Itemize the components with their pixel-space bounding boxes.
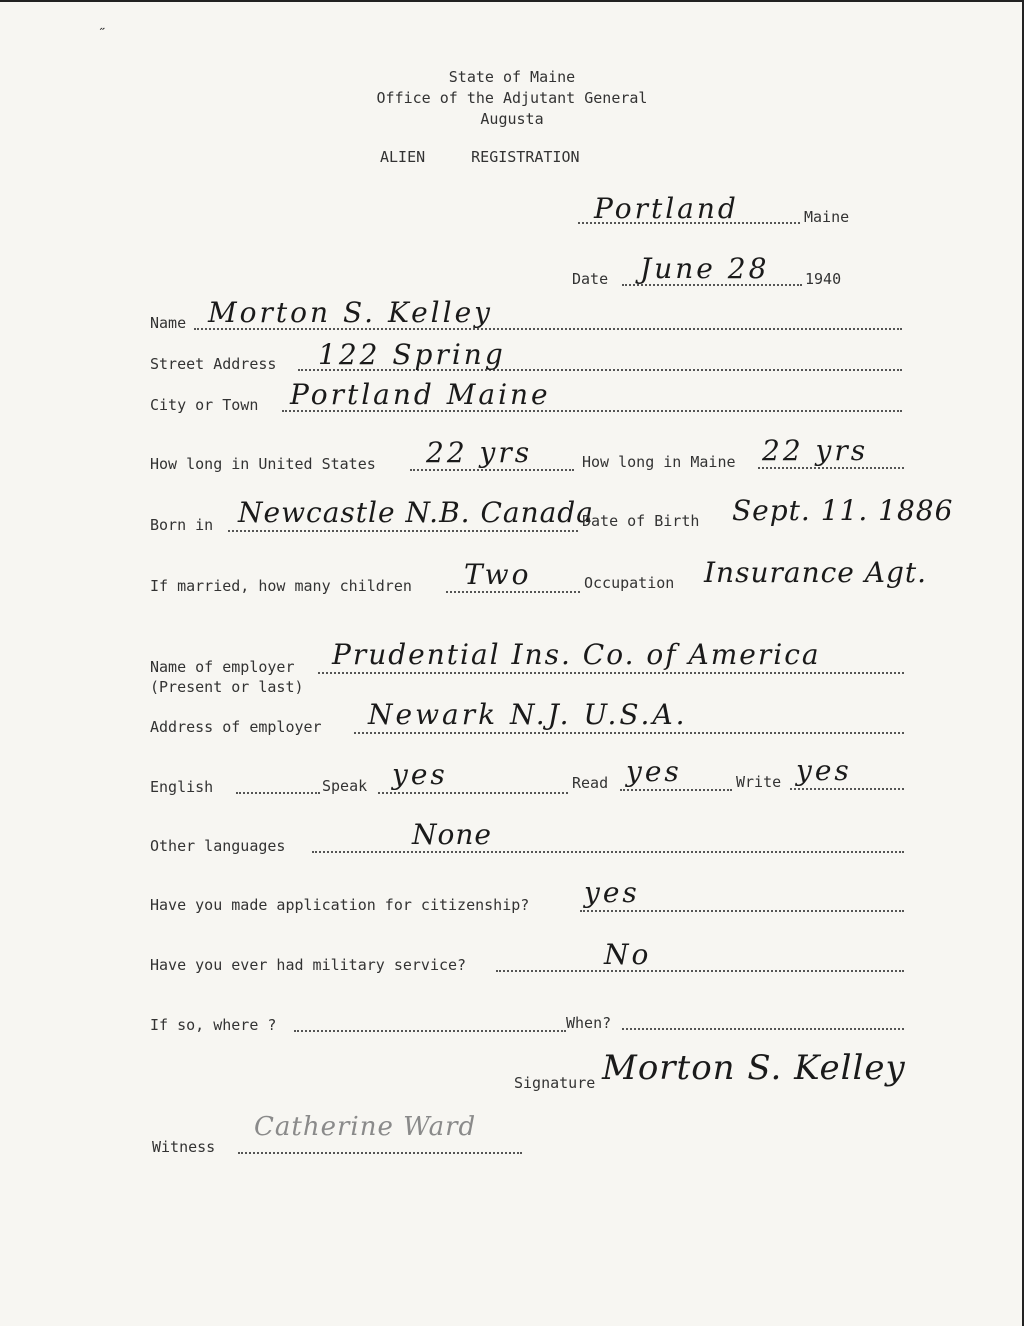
how-long-maine-dots	[758, 467, 904, 469]
date-of-birth-label: Date of Birth	[582, 512, 700, 530]
witness-label: Witness	[152, 1138, 216, 1156]
form-title-word-2: REGISTRATION	[471, 148, 580, 166]
read-value: yes	[626, 755, 682, 788]
read-dots	[620, 789, 732, 791]
employer-dots	[318, 672, 904, 674]
when-label: When?	[566, 1014, 612, 1032]
read-label: Read	[572, 774, 609, 792]
how-long-us-value: 22 yrs	[426, 436, 533, 469]
form-title	[380, 148, 580, 166]
how-long-maine-value: 22 yrs	[762, 434, 869, 467]
street-label: Street Address	[150, 355, 277, 373]
witness-value: Catherine Ward	[254, 1112, 477, 1142]
military-label: Have you ever had military service?	[150, 956, 467, 974]
other-languages-label: Other languages	[150, 837, 286, 855]
other-languages-dots	[312, 851, 904, 853]
write-label: Write	[736, 773, 782, 791]
employer-address-label: Address of employer	[150, 718, 322, 736]
year-label: 1940	[805, 270, 842, 288]
children-dots	[446, 591, 580, 593]
when-dots	[622, 1028, 904, 1030]
employer-label: Name of employer	[150, 658, 295, 676]
employer-address-value: Newark N.J. U.S.A.	[368, 698, 688, 731]
place-value: Portland	[594, 192, 739, 225]
page-top-edge	[0, 0, 1024, 2]
date-value: June 28	[640, 252, 770, 285]
speak-value: yes	[392, 758, 448, 791]
header-office: Office of the Adjutant General	[376, 89, 648, 107]
name-value: Morton S. Kelley	[208, 296, 493, 329]
city-value: Portland Maine	[290, 378, 551, 411]
employer-address-dots	[354, 732, 904, 734]
children-label: If married, how many children	[150, 577, 412, 595]
employer-sub-label: (Present or last)	[150, 678, 304, 696]
citizenship-label: Have you made application for citizenship?	[150, 896, 530, 914]
occupation-label: Occupation	[584, 574, 675, 592]
where-dots	[294, 1030, 566, 1032]
military-value: No	[604, 938, 652, 971]
military-dots	[496, 970, 904, 972]
english-dots	[236, 792, 320, 794]
born-in-value: Newcastle N.B. Canada	[238, 496, 594, 529]
corner-tick-mark: ˶	[100, 20, 109, 36]
name-label: Name	[150, 314, 187, 332]
form-title-word-1: ALIEN	[380, 148, 426, 166]
occupation-value: Insurance Agt.	[704, 556, 928, 589]
maine-label: Maine	[804, 208, 850, 226]
citizenship-value: yes	[584, 876, 640, 909]
how-long-us-label: How long in United States	[150, 455, 376, 473]
date-of-birth-value: Sept. 11. 1886	[732, 494, 954, 527]
header-state: State of Maine	[448, 68, 576, 86]
speak-label: Speak	[322, 777, 368, 795]
employer-value: Prudential Ins. Co. of America	[332, 638, 821, 671]
date-label-text: Date	[572, 270, 609, 288]
where-label: If so, where ?	[150, 1016, 277, 1034]
signature-label: Signature	[514, 1074, 596, 1092]
citizenship-dots	[580, 910, 904, 912]
header-city: Augusta	[480, 110, 544, 128]
city-label: City or Town	[150, 396, 259, 414]
write-dots	[790, 788, 904, 790]
witness-dots	[238, 1152, 522, 1154]
born-in-dots	[228, 530, 578, 532]
children-value: Two	[464, 558, 532, 591]
date-label	[572, 270, 608, 288]
english-label: English	[150, 778, 214, 796]
how-long-maine-label: How long in Maine	[582, 453, 736, 471]
street-value: 122 Spring	[318, 338, 506, 371]
born-in-label: Born in	[150, 516, 214, 534]
other-languages-value: None	[412, 818, 492, 851]
speak-dots	[378, 792, 568, 794]
signature-value: Morton S. Kelley	[602, 1048, 906, 1088]
write-value: yes	[796, 754, 852, 787]
how-long-us-dots	[410, 469, 574, 471]
